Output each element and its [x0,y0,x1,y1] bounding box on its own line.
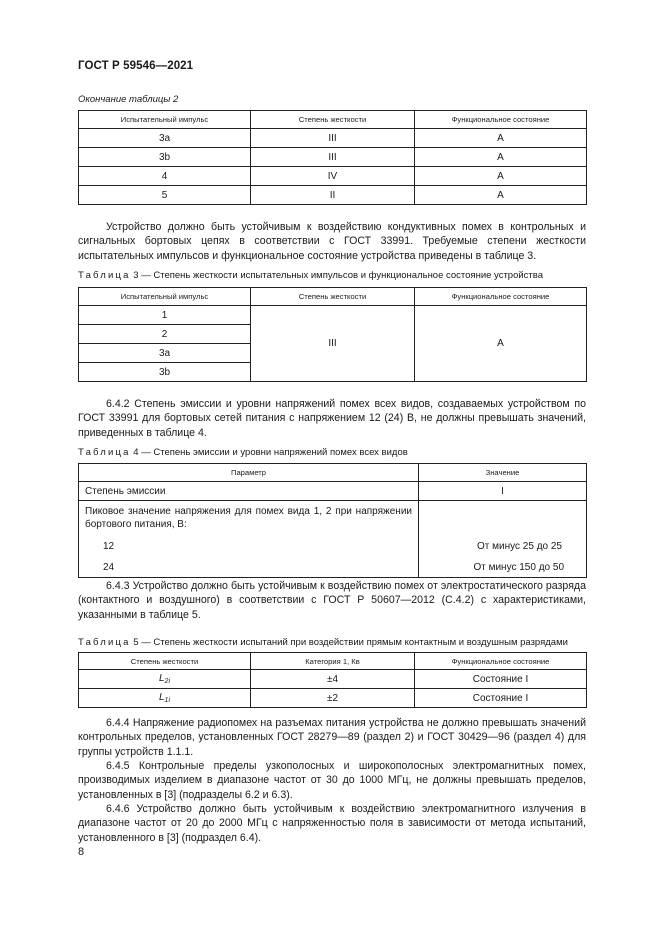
table-cell: 2 [79,325,251,344]
paragraph: 6.4.2 Степень эмиссии и уровни напряжений помех всех видов, создаваемых устройством по ГОСТ 33991 для бортовых сетей питания с напряжением 12 (24) В, не должны превышать значений, приведенных в таблице 4. [78,398,586,439]
table-cell: III [251,148,415,167]
table-cell: A [415,167,587,186]
table-row [79,501,587,536]
table5-header-row [79,653,587,670]
paragraph: 6.4.5 Контрольные пределы узкополосных и широкополосных электромагнитных помех, производимых изделием в диапазоне частот от 30 до 1000 МГц, не должны превышать пределов, установленных в [3] (подразделы 6.2 и 6.3). [78,760,586,801]
table-cell-merged: III [251,306,415,382]
table5 [78,652,587,708]
table5-caption [78,637,568,648]
table-row [79,167,587,186]
paragraph: 6.4.6 Устройство должно быть устойчивым к воздействию электромагнитного излучения в диапазоне частот от 20 до 2000 МГц с напряженностью поля в зависимости от метода испытаний, установленного в [3] (подраздел 6.4). [78,803,586,844]
table5-caption-text: 5 — Степень жесткости испытаний при воздействии прямым контактным и воздушным разрядами [133,637,568,648]
table-cell: ±4 [251,670,415,689]
table3-caption-text: 3 — Степень жесткости испытательных импульсов и функциональное состояние устройства [133,270,543,281]
table-row [79,129,587,148]
table3-header-row [79,288,587,306]
table-cell: 1 [79,306,251,325]
symbol-subscript: 2i [164,678,170,685]
table-cell [79,670,251,689]
paragraph: 6.4.4 Напряжение радиопомех на разъемах питания устройства не должно превышать значений контрольных пределов, установленных ГОСТ 28279—89 (раздел 2) и ГОСТ 30429—96 (раздел 4) для группы устройств 1.1.1. [78,717,586,758]
table2-header-cell: Испытательный импульс [79,111,251,129]
table-cell [419,501,587,536]
table4 [78,463,587,578]
table2-header-row [79,111,587,129]
table-cell: ±2 [251,689,415,708]
table-cell: III [251,129,415,148]
table-cell: IV [251,167,415,186]
table-cell: Пиковое значение напряжения для помех вида 1, 2 при напряжении бортового питания, В: [79,501,419,536]
table-cell: I [419,482,587,501]
table-cell: Состояние I [415,670,587,689]
table-row [79,306,587,325]
table-cell-merged: A [415,306,587,382]
symbol-subscript: 1i [164,697,170,704]
table3-header-cell: Степень жесткости [251,288,415,306]
table-cell: 3a [79,344,251,363]
page-number: 8 [78,846,85,858]
table3-header-cell: Функциональное состояние [415,288,587,306]
table3-caption [78,270,543,281]
table-row [79,689,587,708]
table-row [79,670,587,689]
table-row [79,482,587,501]
table-cell: От минус 150 до 50 [419,557,587,578]
document-header: ГОСТ Р 59546—2021 [78,60,194,72]
table4-header-row [79,464,587,482]
table-cell: 3b [79,363,251,382]
table-cell: 3a [79,129,251,148]
table-cell: Степень эмиссии [79,482,419,501]
table2-header-cell: Степень жесткости [251,111,415,129]
table4-caption-label: Таблица [78,447,131,458]
table2 [78,110,587,205]
table4-caption-text: 4 — Степень эмиссии и уровни напряжений помех всех видов [133,447,408,458]
table5-header-cell: Категория 1, Кв [251,653,415,670]
table-row [79,557,587,578]
table-row [79,186,587,205]
table-row [79,535,587,557]
table-cell: A [415,186,587,205]
table-cell: A [415,129,587,148]
table4-header-cell: Значение [419,464,587,482]
table2-header-cell: Функциональное состояние [415,111,587,129]
table-cell: 5 [79,186,251,205]
table4-header-cell: Параметр [79,464,419,482]
table5-header-cell: Степень жесткости [79,653,251,670]
table-cell: II [251,186,415,205]
table-cell [79,689,251,708]
table3-caption-label: Таблица [78,270,131,281]
table5-header-cell: Функциональное состояние [415,653,587,670]
table2-caption: Окончание таблицы 2 [78,94,179,105]
table-cell: A [415,148,587,167]
paragraph: 6.4.3 Устройство должно быть устойчивым к воздействию помех от электростатического разряда (контактного и воздушного) в соответствии с ГОСТ Р 50607—2012 (С.4.2) с характеристиками, указанными в таблице 5. [78,580,586,621]
table3 [78,287,587,382]
table-cell: Состояние I [415,689,587,708]
table-cell: 4 [79,167,251,186]
table-cell: 12 [79,535,419,557]
table-row [79,148,587,167]
table-cell: 24 [79,557,419,578]
table-cell: От минус 25 до 25 [419,535,587,557]
symbol-text: L [158,692,165,703]
table-cell: 3b [79,148,251,167]
table3-header-cell: Испытательный импульс [79,288,251,306]
symbol-text: L [158,673,165,684]
table5-caption-label: Таблица [78,637,131,648]
paragraph: Устройство должно быть устойчивым к воздействию кондуктивных помех в контрольных и сигнальных бортовых цепях в соответствии с ГОСТ 33991. Требуемые степени жесткости испытательных импульсов и функциональное состояние устройства приведены в таблице 3. [78,221,586,262]
table4-caption [78,447,408,458]
